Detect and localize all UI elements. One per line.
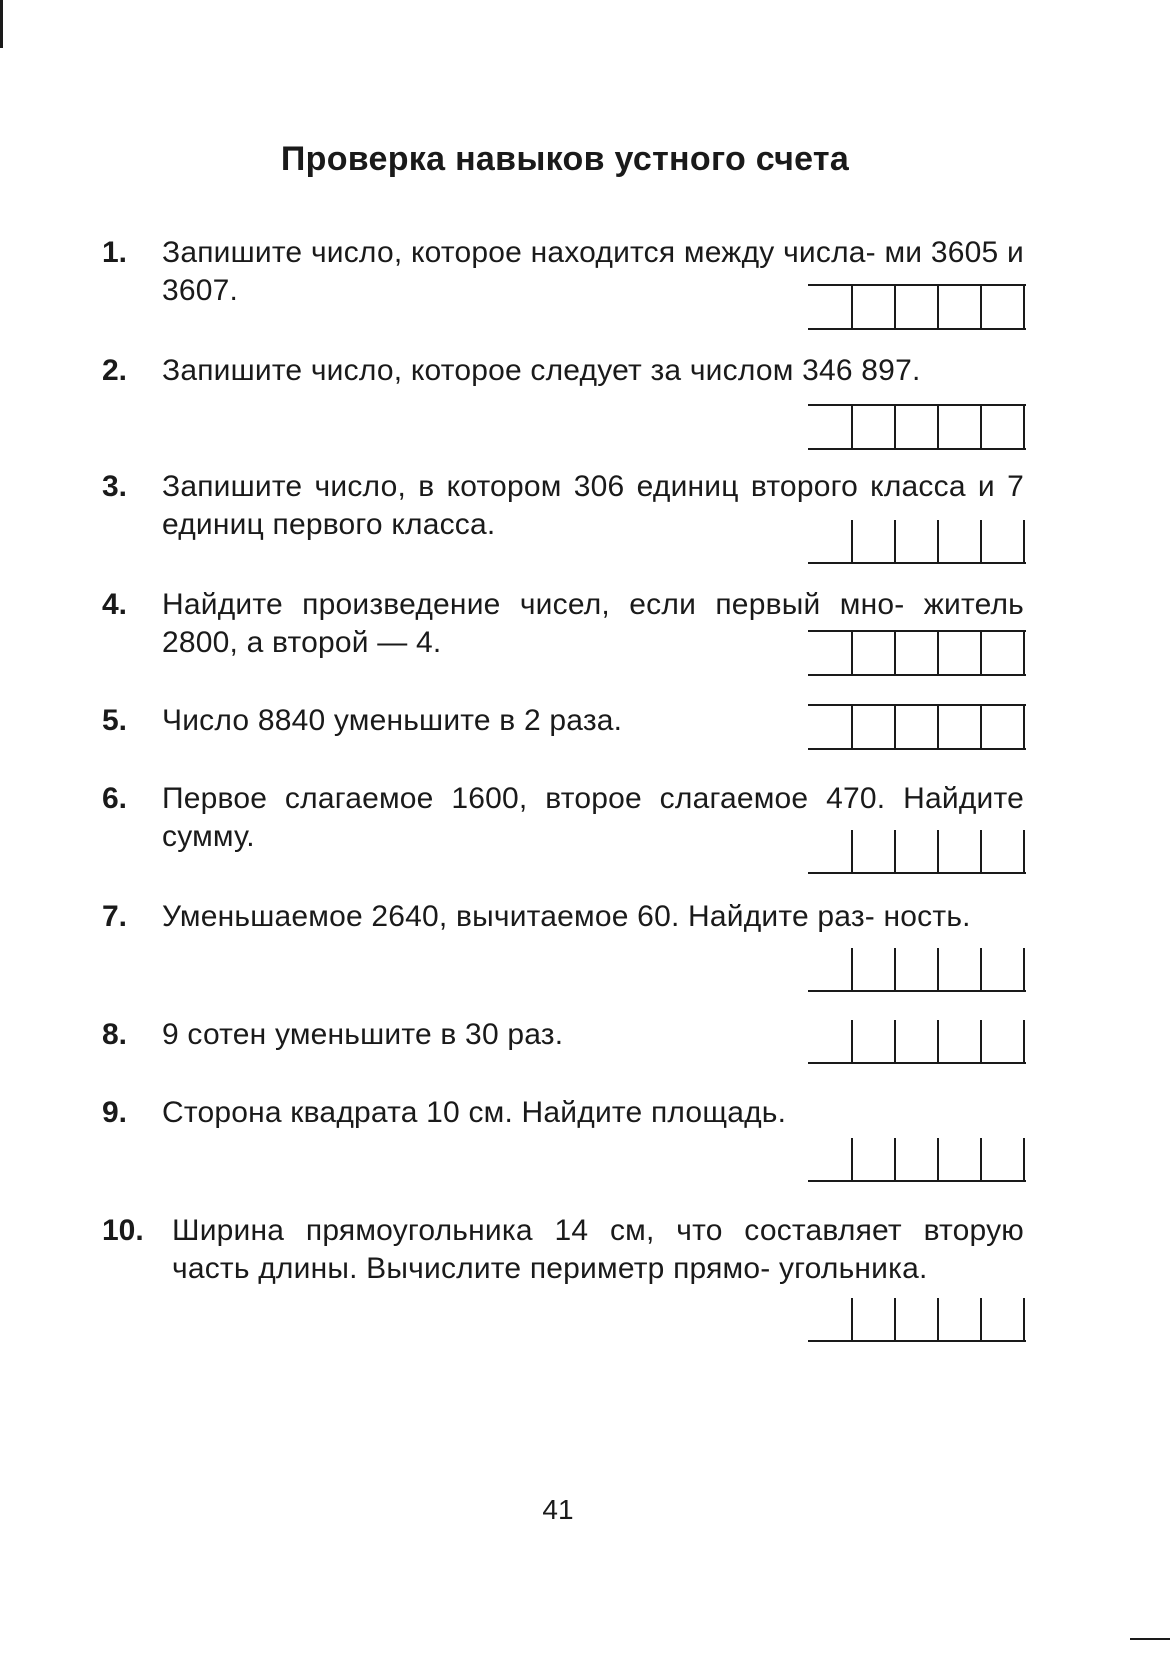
answer-cells-4[interactable] [808,630,1026,676]
crop-mark-top-left [0,0,3,48]
task-text: Сторона квадрата 10 см. Найдите площадь. [162,1096,787,1129]
page-title: Проверка навыков устного счета [280,140,850,178]
task-number: 3. [102,470,128,503]
answer-cells-6[interactable] [808,830,1026,874]
task-text: Запишите число, которое находится между числа- ми 3605 и 3607. [162,236,1024,307]
task-number: 7. [102,900,128,933]
task-number: 9. [102,1096,128,1129]
task-number: 4. [102,588,128,621]
task-number: 5. [102,704,128,737]
answer-cells-7[interactable] [808,948,1026,992]
task-number: 1. [102,236,128,269]
task-text: Уменьшаемое 2640, вычитаемое 60. Найдите раз- ность. [162,900,971,933]
crop-mark-bottom-right [1130,1638,1170,1654]
answer-cells-5[interactable] [808,704,1026,750]
task-number: 6. [102,782,128,815]
task-text: 9 сотен уменьшите в 30 раз. [162,1018,564,1051]
answer-cells-10[interactable] [808,1298,1026,1342]
task-text: Запишите число, которое следует за числом 346 897. [162,354,921,387]
answer-cells-8[interactable] [808,1020,1026,1064]
task-text: Запишите число, в котором 306 единиц второго класса и 7 единиц первого класса. [162,470,1024,541]
task-number: 8. [102,1018,128,1051]
task-text: Число 8840 уменьшите в 2 раза. [162,704,623,737]
answer-cells-2[interactable] [808,404,1026,450]
task-text: Первое слагаемое 1600, второе слагаемое 470. Найдите сумму. [162,782,1024,853]
task-number: 2. [102,354,128,387]
answer-cells-9[interactable] [808,1138,1026,1182]
task-text: Ширина прямоугольника 14 см, что составляет вторую часть длины. Вычислите периметр прямо- угольника. [172,1214,1024,1285]
answer-cells-3[interactable] [808,520,1026,564]
task-text: Найдите произведение чисел, если первый мно- житель 2800, а второй — 4. [162,588,1024,659]
page-number: 41 [542,1494,574,1525]
answer-cells-1[interactable] [808,284,1026,330]
task-number: 10. [102,1214,144,1247]
